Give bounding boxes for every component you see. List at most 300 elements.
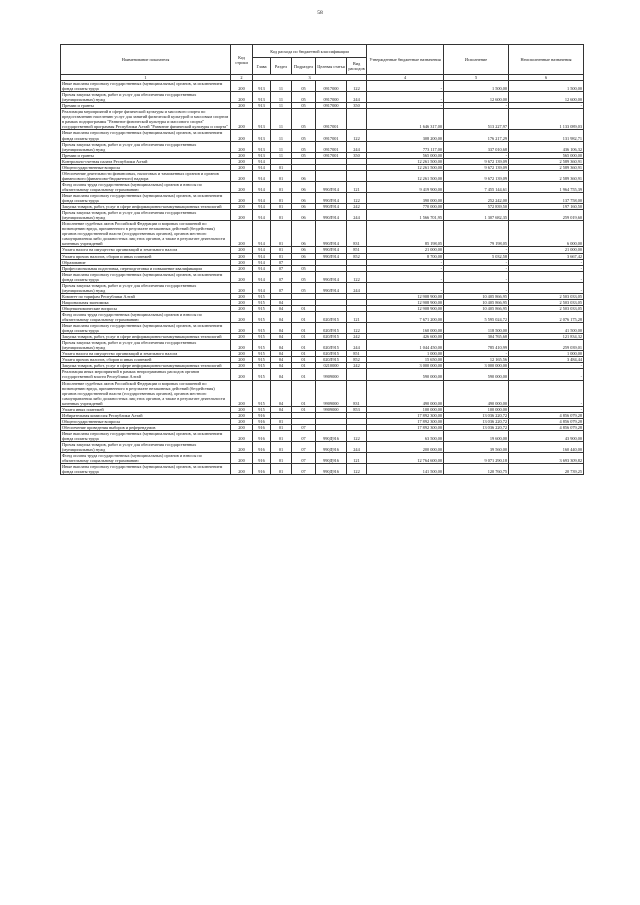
header-approved: Утвержденные бюджетные назначения	[367, 45, 444, 75]
row-unexecuted-cell: 137 758,00	[509, 192, 584, 203]
row-code-cell: 200	[231, 418, 253, 424]
row-approved-cell: 1 566 701,95	[367, 210, 444, 221]
row-vid-cell: 244	[347, 442, 367, 453]
row-glava-cell: 913	[253, 109, 271, 130]
row-unexecuted-cell: 565 000,00	[509, 152, 584, 158]
table-row	[61, 221, 584, 247]
row-unexecuted-cell: 20 739,25	[509, 464, 584, 475]
row-unexecuted-cell: -	[509, 103, 584, 109]
header-podrazdel: Подраздел	[292, 58, 316, 75]
row-razdel-cell: 01	[271, 192, 292, 203]
row-podrazdel-cell: 06	[292, 170, 316, 181]
row-approved-cell: 12 261 500,00	[367, 158, 444, 164]
row-unexecuted-cell: 21 000,00	[509, 247, 584, 253]
row-approved-cell: -	[367, 81, 444, 92]
page-number: 58	[317, 10, 323, 16]
row-target-cell: 990Д916	[316, 430, 347, 441]
column-number: 4	[367, 75, 444, 81]
row-glava-cell: 916	[253, 442, 271, 453]
row-unexecuted-cell: 4 856 079,28	[509, 412, 584, 418]
row-unexecuted-cell: 3 667,42	[509, 253, 584, 259]
row-glava-cell: 913	[253, 92, 271, 103]
row-target-cell: 990Д916	[316, 442, 347, 453]
row-target-cell: 0210000	[316, 363, 347, 369]
row-name-cell: Комитет по тарифам Республики Алтай	[61, 293, 231, 299]
row-executed-cell: 5 595 024,72	[444, 311, 509, 322]
row-executed-cell: -	[444, 247, 509, 253]
row-target-cell: 0917000	[316, 81, 347, 92]
row-unexecuted-cell: 3 484,44	[509, 357, 584, 363]
row-glava-cell: 913	[253, 141, 271, 152]
table-row	[61, 181, 584, 192]
row-name-cell: Прочая закупка товаров, работ и услуг для обеспечения государственных (муниципальных) нужд	[61, 442, 231, 453]
table-row	[61, 92, 584, 103]
row-unexecuted-cell: 1 964 755,39	[509, 181, 584, 192]
row-approved-cell: 15 650,00	[367, 357, 444, 363]
row-name-cell: Премии и гранты	[61, 103, 231, 109]
row-name-cell: Контрольно-счетная палата Республики Алтай	[61, 158, 231, 164]
row-target-cell: 9909000	[316, 406, 347, 412]
row-approved-cell: 141 500,00	[367, 464, 444, 475]
row-approved-cell: 12 908 900,00	[367, 305, 444, 311]
row-unexecuted-cell: 121 834,32	[509, 334, 584, 340]
row-code-cell: 200	[231, 265, 253, 271]
row-unexecuted-cell: 2 503 033,05	[509, 305, 584, 311]
row-razdel-cell: 04	[271, 299, 292, 305]
row-razdel-cell: 01	[271, 442, 292, 453]
row-executed-cell: 304 765,68	[444, 334, 509, 340]
row-target-cell: 9909000	[316, 369, 347, 380]
row-podrazdel-cell: 06	[292, 221, 316, 247]
row-name-cell: Закупка товаров, работ, услуг в сфере информационно-коммуникационных технологий	[61, 204, 231, 210]
row-name-cell: Профессиональная подготовка, переподготовка и повышение квалификации	[61, 265, 231, 271]
row-podrazdel-cell: 05	[292, 103, 316, 109]
row-unexecuted-cell: 2 503 033,05	[509, 299, 584, 305]
row-glava-cell: 913	[253, 130, 271, 141]
row-razdel-cell: 04	[271, 334, 292, 340]
row-unexecuted-cell: -	[509, 259, 584, 265]
row-code-cell: 200	[231, 363, 253, 369]
row-podrazdel-cell: 07	[292, 453, 316, 464]
row-code-cell: 200	[231, 152, 253, 158]
row-vid-cell: 122	[347, 192, 367, 203]
row-podrazdel-cell: 07	[292, 430, 316, 441]
row-name-cell: Иные выплаты персоналу государственных (муниципальных) органов, за исключением фонда оплаты труда	[61, 81, 231, 92]
row-name-cell: Общеэкономические вопросы	[61, 305, 231, 311]
row-name-cell: Прочая закупка товаров, работ и услуг для обеспечения государственных (муниципальных) нужд	[61, 340, 231, 351]
row-name-cell: Закупка товаров, работ, услуг в сфере информационно-коммуникационных технологий	[61, 334, 231, 340]
table-row	[61, 323, 584, 334]
row-podrazdel-cell: 06	[292, 181, 316, 192]
row-glava-cell: 915	[253, 305, 271, 311]
header-target: Целевая статья	[316, 58, 347, 75]
row-vid-cell: 122	[347, 323, 367, 334]
row-code-cell: 200	[231, 192, 253, 203]
row-name-cell: Иные выплаты персоналу государственных (муниципальных) органов, за исключением фонда оплаты труда	[61, 430, 231, 441]
row-approved-cell: 12 908 900,00	[367, 293, 444, 299]
row-approved-cell: 17 892 300,00	[367, 424, 444, 430]
row-glava-cell: 916	[253, 464, 271, 475]
row-target-cell: 990Л914	[316, 253, 347, 259]
row-approved-cell: -	[367, 271, 444, 282]
table-row	[61, 369, 584, 380]
row-glava-cell: 914	[253, 204, 271, 210]
row-approved-cell: -	[367, 103, 444, 109]
row-glava-cell: 915	[253, 380, 271, 406]
header-classification: Код расхода по бюджетной классификации	[253, 45, 367, 58]
row-podrazdel-cell: 01	[292, 334, 316, 340]
column-number: 5	[444, 75, 509, 81]
row-code-cell: 200	[231, 424, 253, 430]
header-unexecuted: Неисполненные назначения	[509, 45, 584, 75]
row-podrazdel-cell: 05	[292, 130, 316, 141]
row-glava-cell: 914	[253, 181, 271, 192]
row-name-cell: Уплата иных платежей	[61, 406, 231, 412]
row-code-cell: 200	[231, 210, 253, 221]
row-razdel-cell: 11	[271, 109, 292, 130]
row-approved-cell: 565 000,00	[367, 152, 444, 158]
row-podrazdel-cell: 05	[292, 81, 316, 92]
row-executed-cell: 490 000,00	[444, 380, 509, 406]
row-podrazdel-cell: 01	[292, 363, 316, 369]
row-razdel-cell: 04	[271, 351, 292, 357]
budget-table-wrapper	[60, 44, 583, 475]
row-vid-cell: 852	[347, 357, 367, 363]
row-podrazdel-cell: 05	[292, 152, 316, 158]
row-podrazdel-cell: 07	[292, 464, 316, 475]
table-row	[61, 141, 584, 152]
row-executed-cell: 13 036 220,72	[444, 412, 509, 418]
row-podrazdel-cell: 01	[292, 406, 316, 412]
row-vid-cell: 122	[347, 271, 367, 282]
row-code-cell: 200	[231, 170, 253, 181]
row-name-cell: Прочая закупка товаров, работ и услуг для обеспечения государственных (муниципальных) нужд	[61, 141, 231, 152]
row-executed-cell: 9 672 139,09	[444, 158, 509, 164]
row-executed-cell: 118 500,00	[444, 323, 509, 334]
row-podrazdel-cell: 01	[292, 340, 316, 351]
row-podrazdel-cell: 01	[292, 311, 316, 322]
row-name-cell: Уплата налога на имущество организаций и земельного налога	[61, 351, 231, 357]
header-name: Наименование показателя	[61, 45, 231, 75]
row-approved-cell: 21 000,00	[367, 247, 444, 253]
row-razdel-cell: 01	[271, 430, 292, 441]
row-vid-cell: 244	[347, 282, 367, 293]
row-approved-cell: 200 000,00	[367, 442, 444, 453]
row-glava-cell: 914	[253, 253, 271, 259]
row-glava-cell: 913	[253, 103, 271, 109]
row-approved-cell: 426 600,00	[367, 334, 444, 340]
row-razdel-cell: 04	[271, 406, 292, 412]
row-glava-cell: 915	[253, 351, 271, 357]
row-code-cell: 200	[231, 430, 253, 441]
row-code-cell: 200	[231, 380, 253, 406]
row-unexecuted-cell: -	[509, 271, 584, 282]
row-razdel-cell: 01	[271, 253, 292, 259]
row-approved-cell: 8 700,00	[367, 253, 444, 259]
row-code-cell: 200	[231, 464, 253, 475]
table-row	[61, 430, 584, 441]
row-podrazdel-cell: 01	[292, 369, 316, 380]
row-name-cell: Реализация мероприятий в сфере физической культуры и массового спорта по предоставлению населению услуг для занятий физической культурой и массовым спортом в рамках подпрограммы "Развитие физической культуры и массового спорта" государственной программы Республики Алтай "Развитие физической культуры и спорта"	[61, 109, 231, 130]
row-razdel-cell: 01	[271, 204, 292, 210]
row-code-cell: 200	[231, 323, 253, 334]
row-podrazdel-cell: 01	[292, 380, 316, 406]
row-razdel-cell: 11	[271, 81, 292, 92]
row-vid-cell: 122	[347, 130, 367, 141]
row-vid-cell	[347, 170, 367, 181]
row-executed-cell: 10 405 866,95	[444, 305, 509, 311]
row-razdel-cell: 04	[271, 305, 292, 311]
row-razdel-cell: 11	[271, 141, 292, 152]
row-name-cell: Закупка товаров, работ, услуг в сфере информационно-коммуникационных технологий	[61, 363, 231, 369]
row-executed-cell: -	[444, 351, 509, 357]
table-row	[61, 464, 584, 475]
row-name-cell: Премии и гранты	[61, 152, 231, 158]
table-row	[61, 282, 584, 293]
row-executed-cell: 1 307 682,35	[444, 210, 509, 221]
row-podrazdel-cell: 01	[292, 357, 316, 363]
row-name-cell: Прочая закупка товаров, работ и услуг для обеспечения государственных (муниципальных) нужд	[61, 282, 231, 293]
row-code-cell: 200	[231, 293, 253, 299]
header-code: Код строки	[231, 45, 253, 75]
row-vid-cell: 851	[347, 351, 367, 357]
row-name-cell: Фонд оплаты труда государственных (муниципальных) органов и взносы по обязательному социальному страхованию	[61, 311, 231, 322]
row-glava-cell: 916	[253, 424, 271, 430]
row-code-cell: 200	[231, 369, 253, 380]
table-header	[61, 45, 584, 81]
row-razdel-cell: 04	[271, 357, 292, 363]
row-glava-cell: 914	[253, 265, 271, 271]
row-code-cell: 200	[231, 311, 253, 322]
row-glava-cell: 915	[253, 363, 271, 369]
row-razdel-cell: 01	[271, 164, 292, 170]
row-approved-cell: -	[367, 265, 444, 271]
row-razdel-cell: 01	[271, 210, 292, 221]
row-razdel-cell: 01	[271, 170, 292, 181]
row-code-cell: 200	[231, 340, 253, 351]
budget-table	[60, 44, 584, 475]
row-glava-cell: 915	[253, 323, 271, 334]
row-target-cell: 990Л914	[316, 247, 347, 253]
row-executed-cell: -	[444, 259, 509, 265]
row-unexecuted-cell: 1 500,00	[509, 81, 584, 92]
row-approved-cell: -	[367, 259, 444, 265]
row-razdel-cell: 01	[271, 181, 292, 192]
header-glava: Глава	[253, 58, 271, 75]
row-executed-cell: 572 839,50	[444, 204, 509, 210]
row-razdel-cell: 01	[271, 453, 292, 464]
row-podrazdel-cell: 05	[292, 92, 316, 103]
row-razdel-cell: 04	[271, 369, 292, 380]
row-target-cell: 0917001	[316, 130, 347, 141]
column-number: 1	[61, 75, 231, 81]
row-podrazdel-cell: 05	[292, 282, 316, 293]
row-razdel-cell: 04	[271, 340, 292, 351]
row-podrazdel-cell: 05	[292, 271, 316, 282]
row-vid-cell: 851	[347, 247, 367, 253]
row-vid-cell: 831	[347, 380, 367, 406]
row-vid-cell: 350	[347, 152, 367, 158]
row-code-cell: 200	[231, 221, 253, 247]
row-approved-cell: 490 000,00	[367, 380, 444, 406]
table-row	[61, 340, 584, 351]
row-code-cell: 200	[231, 453, 253, 464]
row-razdel-cell: 01	[271, 221, 292, 247]
row-target-cell: 0917001	[316, 141, 347, 152]
row-name-cell: Иные выплаты персоналу государственных (муниципальных) органов, за исключением фонда оплаты труда	[61, 192, 231, 203]
row-executed-cell: 7 455 144,61	[444, 181, 509, 192]
row-approved-cell: -	[367, 92, 444, 103]
row-approved-cell: 770 000,00	[367, 204, 444, 210]
row-code-cell: 200	[231, 334, 253, 340]
row-glava-cell: 915	[253, 293, 271, 299]
row-executed-cell: 10 405 866,95	[444, 293, 509, 299]
row-glava-cell: 914	[253, 259, 271, 265]
column-number: 2	[231, 75, 253, 81]
row-razdel-cell: 04	[271, 363, 292, 369]
row-vid-cell: 852	[347, 253, 367, 259]
row-name-cell: Обеспечение деятельности финансовых, налоговых и таможенных органов и органов финансового (финансово-бюджетного) надзора	[61, 170, 231, 181]
header-razdel: Раздел	[271, 58, 292, 75]
row-podrazdel-cell: 07	[292, 442, 316, 453]
row-glava-cell: 914	[253, 221, 271, 247]
row-code-cell: 200	[231, 357, 253, 363]
row-executed-cell: 13 036 220,72	[444, 418, 509, 424]
row-vid-cell: 831	[347, 221, 367, 247]
row-target-cell: 990Л914	[316, 282, 347, 293]
row-unexecuted-cell: 3 693 309,82	[509, 453, 584, 464]
row-razdel-cell: 07	[271, 282, 292, 293]
row-glava-cell: 914	[253, 164, 271, 170]
row-unexecuted-cell: 6 000,00	[509, 221, 584, 247]
row-approved-cell: 63 500,00	[367, 430, 444, 441]
row-glava-cell: 915	[253, 299, 271, 305]
row-razdel-cell: 01	[271, 424, 292, 430]
row-name-cell: Исполнение судебных актов Российской Федерации и мировых соглашений по возмещению вреда, причиненного в результате незаконных действий (бездействия) органов государственной власти (государственных органов), органов местного самоуправления либо должностных лиц этих органов, а также в результате деятельности казенных учреждений	[61, 380, 231, 406]
row-approved-cell: 17 892 300,00	[367, 412, 444, 418]
row-code-cell: 200	[231, 158, 253, 164]
header-vid: Вид расходов	[347, 58, 367, 75]
row-approved-cell: 1 646 317,00	[367, 109, 444, 130]
table-row	[61, 453, 584, 464]
row-code-cell: 200	[231, 351, 253, 357]
row-target-cell	[316, 170, 347, 181]
row-glava-cell: 916	[253, 418, 271, 424]
row-unexecuted-cell: -	[509, 406, 584, 412]
row-glava-cell: 914	[253, 192, 271, 203]
row-glava-cell: 915	[253, 334, 271, 340]
row-podrazdel-cell: 07	[292, 424, 316, 430]
row-podrazdel-cell: 05	[292, 109, 316, 130]
row-code-cell: 200	[231, 204, 253, 210]
row-name-cell: Иные выплаты персоналу государственных (муниципальных) органов, за исключением фонда оплаты труда	[61, 464, 231, 475]
row-approved-cell: 17 892 300,00	[367, 418, 444, 424]
row-unexecuted-cell: -	[509, 369, 584, 380]
row-unexecuted-cell: 43 900,00	[509, 430, 584, 441]
row-executed-cell: 3 000 000,00	[444, 363, 509, 369]
row-glava-cell: 915	[253, 340, 271, 351]
row-target-cell: 0917000	[316, 92, 347, 103]
row-name-cell: Прочая закупка товаров, работ и услуг для обеспечения государственных (муниципальных) нужд	[61, 210, 231, 221]
column-number: 6	[509, 75, 584, 81]
row-unexecuted-cell: 41 500,00	[509, 323, 584, 334]
table-row	[61, 170, 584, 181]
row-podrazdel-cell: 01	[292, 351, 316, 357]
row-glava-cell: 915	[253, 406, 271, 412]
row-podrazdel-cell: 01	[292, 305, 316, 311]
row-approved-cell: 85 198,05	[367, 221, 444, 247]
row-target-cell: 0917001	[316, 152, 347, 158]
row-razdel-cell: 11	[271, 130, 292, 141]
row-name-cell: Уплата налога на имущество организаций и земельного налога	[61, 247, 231, 253]
row-approved-cell: 9 419 900,00	[367, 181, 444, 192]
table-row	[61, 81, 584, 92]
row-unexecuted-cell: 197 160,50	[509, 204, 584, 210]
row-executed-cell: 9 672 139,09	[444, 170, 509, 181]
row-razdel-cell: 07	[271, 265, 292, 271]
row-podrazdel-cell: 06	[292, 253, 316, 259]
table-row	[61, 442, 584, 453]
row-unexecuted-cell: 12 600,00	[509, 92, 584, 103]
row-name-cell: Фонд оплаты труда государственных (муниципальных) органов и взносы по обязательному социальному страхованию	[61, 453, 231, 464]
row-approved-cell: 12 261 500,00	[367, 164, 444, 170]
table-row	[61, 311, 584, 322]
row-executed-cell: 513 227,97	[444, 109, 509, 130]
row-executed-cell: 39 560,00	[444, 442, 509, 453]
row-podrazdel-cell: 06	[292, 192, 316, 203]
row-glava-cell: 914	[253, 247, 271, 253]
row-target-cell: 0917001	[316, 109, 347, 130]
row-name-cell: Уплата прочих налогов, сборов и иных платежей	[61, 253, 231, 259]
row-unexecuted-cell: -	[509, 380, 584, 406]
row-target-cell: 990Л914	[316, 181, 347, 192]
row-target-cell: 020Л915	[316, 311, 347, 322]
row-target-cell: 020Л915	[316, 334, 347, 340]
row-target-cell: 9909000	[316, 380, 347, 406]
row-glava-cell: 914	[253, 271, 271, 282]
row-razdel-cell: 07	[271, 271, 292, 282]
row-code-cell: 200	[231, 282, 253, 293]
row-name-cell: Обеспечение проведения выборов и референдумов	[61, 424, 231, 430]
row-code-cell: 200	[231, 109, 253, 130]
row-approved-cell: 3 000 000,00	[367, 363, 444, 369]
header-executed: Исполнение	[444, 45, 509, 75]
row-target-cell: 990Л914	[316, 204, 347, 210]
row-code-cell: 200	[231, 181, 253, 192]
row-unexecuted-cell: 2 076 175,28	[509, 311, 584, 322]
row-target-cell: 990Л914	[316, 271, 347, 282]
row-unexecuted-cell: -	[509, 282, 584, 293]
row-unexecuted-cell: 2 589 360,91	[509, 164, 584, 170]
row-razdel-cell: 01	[271, 418, 292, 424]
row-code-cell: 200	[231, 305, 253, 311]
row-executed-cell: -	[444, 152, 509, 158]
row-target-cell: 990Л914	[316, 221, 347, 247]
row-vid-cell: 244	[347, 340, 367, 351]
row-vid-cell: 853	[347, 406, 367, 412]
row-vid-cell: 121	[347, 311, 367, 322]
row-unexecuted-cell: -	[509, 265, 584, 271]
row-name-cell: Избирательная комиссия Республики Алтай	[61, 412, 231, 418]
table-row	[61, 271, 584, 282]
row-glava-cell: 914	[253, 158, 271, 164]
row-approved-cell: 12 908 900,00	[367, 299, 444, 305]
row-approved-cell: 308 200,00	[367, 130, 444, 141]
row-code-cell: 200	[231, 141, 253, 152]
row-razdel-cell: 04	[271, 323, 292, 334]
row-vid-cell: 242	[347, 363, 367, 369]
row-code-cell: 200	[231, 130, 253, 141]
